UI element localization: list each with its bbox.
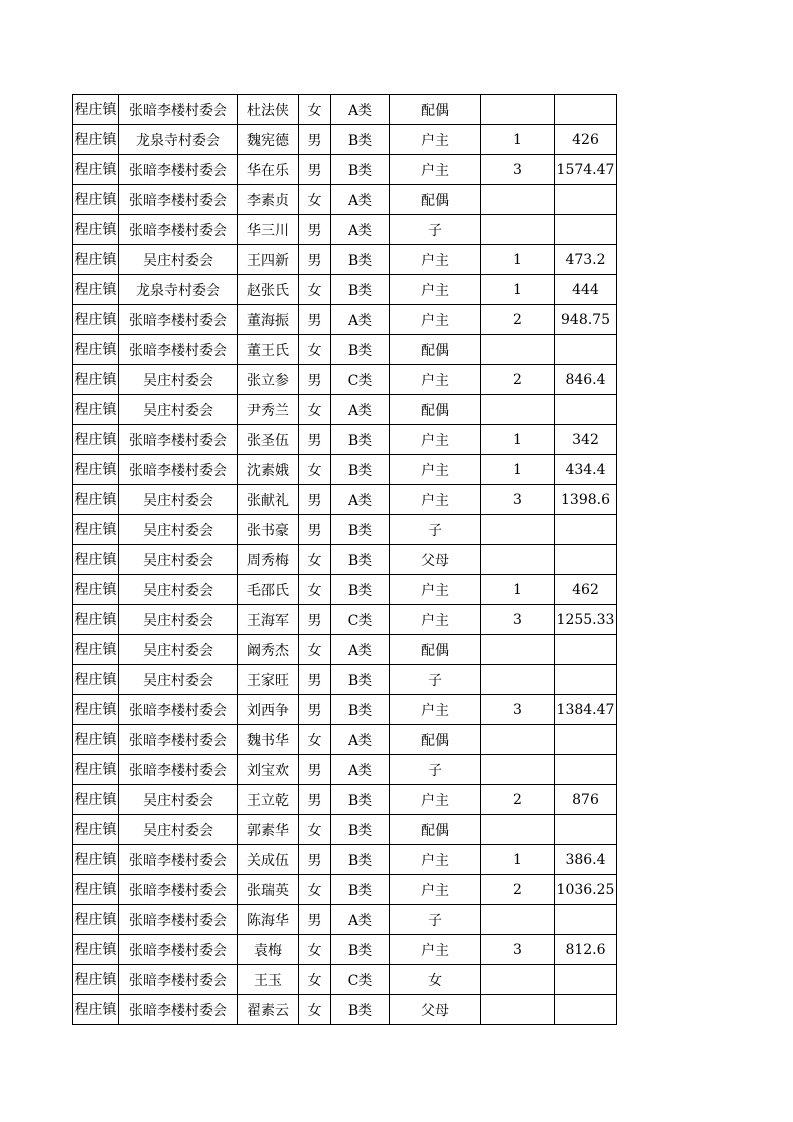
household-count-cell: 3 — [481, 605, 555, 635]
village-cell: 张暗李楼村委会 — [119, 425, 238, 455]
relation-cell: 配偶 — [390, 635, 481, 665]
name-cell: 沈素娥 — [238, 455, 299, 485]
table-row — [73, 485, 617, 515]
town-cell: 程庄镇 — [73, 275, 119, 305]
sex-cell: 女 — [299, 95, 331, 125]
household-count-cell: 3 — [481, 485, 555, 515]
household-count-cell — [481, 545, 555, 575]
table-row — [73, 635, 617, 665]
name-cell: 周秀梅 — [238, 545, 299, 575]
name-cell: 王玉 — [238, 965, 299, 995]
town-cell: 程庄镇 — [73, 785, 119, 815]
category-cell: B类 — [331, 455, 390, 485]
village-cell: 吴庄村委会 — [119, 575, 238, 605]
town-cell: 程庄镇 — [73, 905, 119, 935]
village-cell: 吴庄村委会 — [119, 245, 238, 275]
household-count-cell: 1 — [481, 245, 555, 275]
household-count-cell — [481, 515, 555, 545]
category-cell: A类 — [331, 185, 390, 215]
town-cell: 程庄镇 — [73, 665, 119, 695]
relation-cell: 户主 — [390, 365, 481, 395]
category-cell: B类 — [331, 515, 390, 545]
category-cell: B类 — [331, 575, 390, 605]
town-cell: 程庄镇 — [73, 245, 119, 275]
name-cell: 董海振 — [238, 305, 299, 335]
village-cell: 吴庄村委会 — [119, 515, 238, 545]
table-row — [73, 335, 617, 365]
table-row — [73, 305, 617, 335]
town-cell: 程庄镇 — [73, 515, 119, 545]
table-row — [73, 875, 617, 905]
sex-cell: 男 — [299, 245, 331, 275]
town-cell: 程庄镇 — [73, 725, 119, 755]
village-cell: 张暗李楼村委会 — [119, 695, 238, 725]
sex-cell: 女 — [299, 635, 331, 665]
village-cell: 张暗李楼村委会 — [119, 995, 238, 1025]
name-cell: 王家旺 — [238, 665, 299, 695]
household-count-cell — [481, 185, 555, 215]
village-cell: 张暗李楼村委会 — [119, 455, 238, 485]
relation-cell: 户主 — [390, 695, 481, 725]
town-cell: 程庄镇 — [73, 425, 119, 455]
town-cell: 程庄镇 — [73, 215, 119, 245]
category-cell: B类 — [331, 815, 390, 845]
sex-cell: 女 — [299, 725, 331, 755]
sex-cell: 女 — [299, 275, 331, 305]
relation-cell: 配偶 — [390, 395, 481, 425]
relation-cell: 户主 — [390, 245, 481, 275]
village-cell: 张暗李楼村委会 — [119, 155, 238, 185]
category-cell: A类 — [331, 215, 390, 245]
table-row — [73, 695, 617, 725]
household-count-cell: 1 — [481, 125, 555, 155]
village-cell: 吴庄村委会 — [119, 605, 238, 635]
sex-cell: 男 — [299, 515, 331, 545]
category-cell: A类 — [331, 635, 390, 665]
category-cell: A类 — [331, 755, 390, 785]
table-row — [73, 665, 617, 695]
sex-cell: 男 — [299, 365, 331, 395]
town-cell: 程庄镇 — [73, 395, 119, 425]
category-cell: A类 — [331, 305, 390, 335]
village-cell: 龙泉寺村委会 — [119, 125, 238, 155]
name-cell: 张圣伍 — [238, 425, 299, 455]
category-cell: C类 — [331, 365, 390, 395]
town-cell: 程庄镇 — [73, 305, 119, 335]
name-cell: 张献礼 — [238, 485, 299, 515]
category-cell: B类 — [331, 275, 390, 305]
table-row — [73, 815, 617, 845]
sex-cell: 女 — [299, 965, 331, 995]
town-cell: 程庄镇 — [73, 155, 119, 185]
sex-cell: 男 — [299, 845, 331, 875]
table-row — [73, 965, 617, 995]
category-cell: B类 — [331, 785, 390, 815]
village-cell: 龙泉寺村委会 — [119, 275, 238, 305]
name-cell: 李素贞 — [238, 185, 299, 215]
category-cell: A类 — [331, 485, 390, 515]
town-cell: 程庄镇 — [73, 965, 119, 995]
table-row — [73, 545, 617, 575]
town-cell: 程庄镇 — [73, 365, 119, 395]
household-count-cell: 1 — [481, 575, 555, 605]
category-cell: C类 — [331, 605, 390, 635]
sex-cell: 男 — [299, 755, 331, 785]
household-count-cell: 2 — [481, 365, 555, 395]
amount-cell — [555, 995, 617, 1025]
name-cell: 魏宪德 — [238, 125, 299, 155]
table-row — [73, 95, 617, 125]
table-row — [73, 155, 617, 185]
amount-cell — [555, 905, 617, 935]
amount-cell: 812.6 — [555, 935, 617, 965]
category-cell: B类 — [331, 545, 390, 575]
category-cell: B类 — [331, 845, 390, 875]
category-cell: A类 — [331, 725, 390, 755]
amount-cell: 426 — [555, 125, 617, 155]
category-cell: C类 — [331, 965, 390, 995]
table-row — [73, 995, 617, 1025]
amount-cell — [555, 725, 617, 755]
relation-cell: 配偶 — [390, 95, 481, 125]
relation-cell: 户主 — [390, 785, 481, 815]
household-count-cell — [481, 905, 555, 935]
table-row — [73, 725, 617, 755]
table-row — [73, 575, 617, 605]
category-cell: B类 — [331, 665, 390, 695]
table-row — [73, 905, 617, 935]
relation-cell: 父母 — [390, 995, 481, 1025]
table-body — [73, 95, 617, 1025]
category-cell: B类 — [331, 125, 390, 155]
name-cell: 尹秀兰 — [238, 395, 299, 425]
sex-cell: 女 — [299, 875, 331, 905]
table-row — [73, 605, 617, 635]
sex-cell: 女 — [299, 935, 331, 965]
village-cell: 张暗李楼村委会 — [119, 335, 238, 365]
table-row — [73, 185, 617, 215]
amount-cell: 473.2 — [555, 245, 617, 275]
village-cell: 张暗李楼村委会 — [119, 185, 238, 215]
relation-cell: 配偶 — [390, 185, 481, 215]
amount-cell: 444 — [555, 275, 617, 305]
town-cell: 程庄镇 — [73, 335, 119, 365]
sex-cell: 男 — [299, 905, 331, 935]
relation-cell: 配偶 — [390, 335, 481, 365]
name-cell: 王立乾 — [238, 785, 299, 815]
village-cell: 吴庄村委会 — [119, 395, 238, 425]
village-cell: 吴庄村委会 — [119, 785, 238, 815]
amount-cell: 876 — [555, 785, 617, 815]
relation-cell: 户主 — [390, 275, 481, 305]
sex-cell: 男 — [299, 155, 331, 185]
village-cell: 张暗李楼村委会 — [119, 725, 238, 755]
category-cell: B类 — [331, 245, 390, 275]
name-cell: 张立参 — [238, 365, 299, 395]
household-count-cell: 1 — [481, 275, 555, 305]
town-cell: 程庄镇 — [73, 755, 119, 785]
household-count-cell — [481, 395, 555, 425]
name-cell: 华在乐 — [238, 155, 299, 185]
village-cell: 张暗李楼村委会 — [119, 965, 238, 995]
name-cell: 张瑞英 — [238, 875, 299, 905]
town-cell: 程庄镇 — [73, 635, 119, 665]
sex-cell: 女 — [299, 575, 331, 605]
household-count-cell — [481, 95, 555, 125]
name-cell: 刘宝欢 — [238, 755, 299, 785]
sex-cell: 女 — [299, 815, 331, 845]
name-cell: 赵张氏 — [238, 275, 299, 305]
village-cell: 张暗李楼村委会 — [119, 905, 238, 935]
village-cell: 吴庄村委会 — [119, 485, 238, 515]
sex-cell: 女 — [299, 335, 331, 365]
town-cell: 程庄镇 — [73, 455, 119, 485]
table-row — [73, 935, 617, 965]
household-count-cell: 1 — [481, 455, 555, 485]
village-cell: 张暗李楼村委会 — [119, 215, 238, 245]
category-cell: B类 — [331, 335, 390, 365]
household-count-cell: 1 — [481, 845, 555, 875]
town-cell: 程庄镇 — [73, 125, 119, 155]
name-cell: 郭素华 — [238, 815, 299, 845]
table-row — [73, 515, 617, 545]
town-cell: 程庄镇 — [73, 935, 119, 965]
name-cell: 陈海华 — [238, 905, 299, 935]
amount-cell: 342 — [555, 425, 617, 455]
amount-cell — [555, 755, 617, 785]
name-cell: 张书豪 — [238, 515, 299, 545]
relation-cell: 子 — [390, 755, 481, 785]
amount-cell: 386.4 — [555, 845, 617, 875]
village-cell: 张暗李楼村委会 — [119, 935, 238, 965]
table-row — [73, 215, 617, 245]
relation-cell: 子 — [390, 665, 481, 695]
name-cell: 华三川 — [238, 215, 299, 245]
amount-cell — [555, 215, 617, 245]
sex-cell: 男 — [299, 215, 331, 245]
town-cell: 程庄镇 — [73, 995, 119, 1025]
village-cell: 吴庄村委会 — [119, 665, 238, 695]
household-count-cell: 1 — [481, 425, 555, 455]
amount-cell — [555, 965, 617, 995]
amount-cell: 948.75 — [555, 305, 617, 335]
table-row — [73, 125, 617, 155]
name-cell: 董王氏 — [238, 335, 299, 365]
amount-cell: 1398.6 — [555, 485, 617, 515]
village-cell: 张暗李楼村委会 — [119, 845, 238, 875]
town-cell: 程庄镇 — [73, 875, 119, 905]
category-cell: A类 — [331, 905, 390, 935]
relation-cell: 子 — [390, 905, 481, 935]
category-cell: B类 — [331, 695, 390, 725]
table-row — [73, 245, 617, 275]
town-cell: 程庄镇 — [73, 605, 119, 635]
relation-cell: 户主 — [390, 455, 481, 485]
amount-cell: 846.4 — [555, 365, 617, 395]
town-cell: 程庄镇 — [73, 845, 119, 875]
household-count-cell: 2 — [481, 875, 555, 905]
village-cell: 吴庄村委会 — [119, 365, 238, 395]
sex-cell: 女 — [299, 395, 331, 425]
sex-cell: 男 — [299, 425, 331, 455]
category-cell: B类 — [331, 155, 390, 185]
town-cell: 程庄镇 — [73, 575, 119, 605]
amount-cell — [555, 185, 617, 215]
name-cell: 王海军 — [238, 605, 299, 635]
relation-cell: 子 — [390, 215, 481, 245]
name-cell: 魏书华 — [238, 725, 299, 755]
household-count-cell: 2 — [481, 785, 555, 815]
amount-cell — [555, 635, 617, 665]
relation-cell: 配偶 — [390, 725, 481, 755]
beneficiary-table — [72, 94, 617, 1025]
village-cell: 吴庄村委会 — [119, 815, 238, 845]
amount-cell — [555, 665, 617, 695]
relation-cell: 户主 — [390, 305, 481, 335]
town-cell: 程庄镇 — [73, 545, 119, 575]
table-row — [73, 275, 617, 305]
name-cell: 阚秀杰 — [238, 635, 299, 665]
name-cell: 关成伍 — [238, 845, 299, 875]
household-count-cell — [481, 995, 555, 1025]
relation-cell: 户主 — [390, 575, 481, 605]
household-count-cell: 3 — [481, 935, 555, 965]
relation-cell: 女 — [390, 965, 481, 995]
sex-cell: 男 — [299, 485, 331, 515]
sex-cell: 女 — [299, 545, 331, 575]
household-count-cell: 2 — [481, 305, 555, 335]
name-cell: 袁梅 — [238, 935, 299, 965]
table-row — [73, 455, 617, 485]
relation-cell: 户主 — [390, 485, 481, 515]
category-cell: B类 — [331, 995, 390, 1025]
amount-cell — [555, 815, 617, 845]
village-cell: 张暗李楼村委会 — [119, 875, 238, 905]
amount-cell — [555, 335, 617, 365]
household-count-cell — [481, 215, 555, 245]
household-count-cell — [481, 335, 555, 365]
category-cell: B类 — [331, 935, 390, 965]
relation-cell: 户主 — [390, 935, 481, 965]
relation-cell: 户主 — [390, 605, 481, 635]
table-row — [73, 755, 617, 785]
relation-cell: 户主 — [390, 845, 481, 875]
household-count-cell — [481, 725, 555, 755]
amount-cell: 1255.33 — [555, 605, 617, 635]
village-cell: 张暗李楼村委会 — [119, 95, 238, 125]
relation-cell: 户主 — [390, 125, 481, 155]
relation-cell: 户主 — [390, 155, 481, 185]
amount-cell: 462 — [555, 575, 617, 605]
sex-cell: 女 — [299, 185, 331, 215]
village-cell: 吴庄村委会 — [119, 545, 238, 575]
relation-cell: 户主 — [390, 425, 481, 455]
sex-cell: 男 — [299, 785, 331, 815]
amount-cell: 434.4 — [555, 455, 617, 485]
amount-cell — [555, 545, 617, 575]
household-count-cell — [481, 635, 555, 665]
household-count-cell — [481, 665, 555, 695]
sex-cell: 男 — [299, 305, 331, 335]
name-cell: 王四新 — [238, 245, 299, 275]
amount-cell: 1036.25 — [555, 875, 617, 905]
category-cell: B类 — [331, 875, 390, 905]
sex-cell: 男 — [299, 665, 331, 695]
village-cell: 张暗李楼村委会 — [119, 305, 238, 335]
name-cell: 刘西争 — [238, 695, 299, 725]
category-cell: B类 — [331, 425, 390, 455]
sex-cell: 男 — [299, 695, 331, 725]
village-cell: 张暗李楼村委会 — [119, 755, 238, 785]
sex-cell: 女 — [299, 455, 331, 485]
table-row — [73, 425, 617, 455]
sex-cell: 男 — [299, 125, 331, 155]
table-row — [73, 395, 617, 425]
town-cell: 程庄镇 — [73, 95, 119, 125]
table-row — [73, 845, 617, 875]
sex-cell: 男 — [299, 605, 331, 635]
household-count-cell — [481, 815, 555, 845]
amount-cell: 1574.47 — [555, 155, 617, 185]
relation-cell: 配偶 — [390, 815, 481, 845]
town-cell: 程庄镇 — [73, 485, 119, 515]
town-cell: 程庄镇 — [73, 695, 119, 725]
name-cell: 毛邵氏 — [238, 575, 299, 605]
amount-cell — [555, 515, 617, 545]
household-count-cell — [481, 965, 555, 995]
table-row — [73, 365, 617, 395]
relation-cell: 子 — [390, 515, 481, 545]
relation-cell: 户主 — [390, 875, 481, 905]
table-row — [73, 785, 617, 815]
sex-cell: 女 — [299, 995, 331, 1025]
amount-cell — [555, 395, 617, 425]
town-cell: 程庄镇 — [73, 185, 119, 215]
category-cell: A类 — [331, 395, 390, 425]
household-count-cell — [481, 755, 555, 785]
town-cell: 程庄镇 — [73, 815, 119, 845]
household-count-cell: 3 — [481, 155, 555, 185]
household-count-cell: 3 — [481, 695, 555, 725]
amount-cell: 1384.47 — [555, 695, 617, 725]
name-cell: 翟素云 — [238, 995, 299, 1025]
relation-cell: 父母 — [390, 545, 481, 575]
category-cell: A类 — [331, 95, 390, 125]
name-cell: 杜法侠 — [238, 95, 299, 125]
village-cell: 吴庄村委会 — [119, 635, 238, 665]
amount-cell — [555, 95, 617, 125]
